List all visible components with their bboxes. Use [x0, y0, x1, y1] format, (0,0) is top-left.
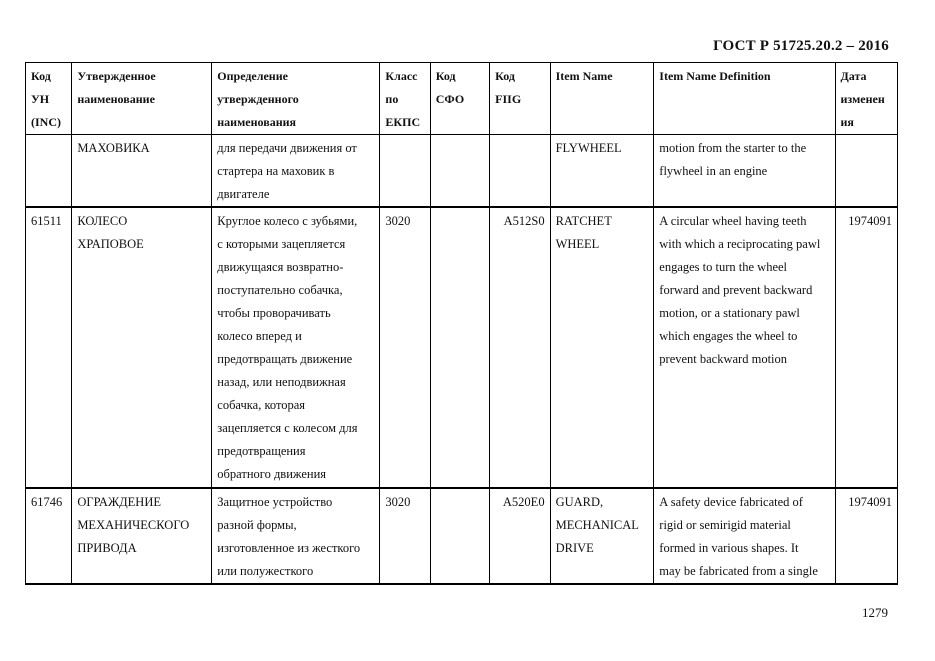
cell-text-line: forward and prevent backward: [659, 283, 813, 297]
header-approved-name: [72, 63, 212, 135]
cell-text-line: чтобы проворачивать: [217, 306, 331, 320]
cell-date: [835, 135, 897, 208]
cell-text-line: МЕХАНИЧЕСКОГО: [77, 518, 190, 532]
cell-inc: [26, 135, 72, 208]
cell-text-line: собачка, которая: [217, 398, 306, 412]
cell-item-definition: [654, 207, 835, 488]
table-row: [26, 207, 898, 488]
cell-fiig: A512S0: [490, 207, 550, 488]
cell-text-line: A safety device fabricated of: [659, 495, 803, 509]
table-row: [26, 135, 898, 208]
cell-text-line: Круглое колесо с зубьями,: [217, 214, 358, 228]
cell-fiig: A520E0: [490, 488, 550, 584]
cell-text-line: which engages the wheel to: [659, 329, 798, 343]
cell-text-line: flywheel in an engine: [659, 164, 768, 178]
table-row: [26, 488, 898, 584]
cell-text-line: разной формы,: [217, 518, 297, 532]
cell-text-line: may be fabricated from a single: [659, 564, 818, 578]
cell-text-line: ХРАПОВОЕ: [77, 237, 144, 251]
cell-text-line: ОГРАЖДЕНИЕ: [77, 495, 161, 509]
cell-text-line: СФО: [435, 92, 465, 106]
cell-text-line: изменен: [840, 92, 885, 106]
cell-text-line: ПРИВОДА: [77, 541, 137, 555]
cell-text-line: Код: [31, 69, 51, 83]
cell-text-line: RATCHET: [555, 214, 612, 228]
cell-text-line: with which a reciprocating pawl: [659, 237, 821, 251]
cell-text-line: назад, или неподвижная: [217, 375, 346, 389]
cell-text-line: или полужесткого: [217, 564, 314, 578]
cell-text-line: изготовленное из жесткого: [217, 541, 361, 555]
cell-text-line: Защитное устройство: [217, 495, 333, 509]
cell-text-line: Определение: [217, 69, 288, 83]
cell-text-line: Дата: [840, 69, 867, 83]
cell-inc: 61511: [26, 207, 72, 488]
cell-text-line: GUARD,: [555, 495, 604, 509]
cell-text-line: ия: [840, 115, 854, 129]
cell-text-line: стартера на маховик в: [217, 164, 335, 178]
cell-text-line: FIIG: [495, 92, 522, 106]
cell-definition: [212, 135, 380, 208]
cell-inc: 61746: [26, 488, 72, 584]
cell-text-line: Класс: [385, 69, 418, 83]
cell-date: 1974091: [835, 488, 897, 584]
cell-text-line: formed in various shapes. It: [659, 541, 799, 555]
cell-text-line: Item Name: [555, 69, 613, 83]
cell-text-line: Утвержденное: [77, 69, 156, 83]
cell-definition: [212, 207, 380, 488]
cell-item-definition: [654, 488, 835, 584]
cell-text-line: engages to turn the wheel: [659, 260, 788, 274]
cell-text-line: motion, or a stationary pawl: [659, 306, 800, 320]
cell-text-line: поступательно собачка,: [217, 283, 343, 297]
header-inc: [26, 63, 72, 135]
cell-sfo: [430, 207, 489, 488]
header-fiig-code: [490, 63, 550, 135]
cell-text-line: двигателе: [217, 187, 270, 201]
header-item-name-definition: [654, 63, 835, 135]
cell-name: [72, 135, 212, 208]
catalog-table: [25, 62, 898, 585]
cell-sfo: [430, 135, 489, 208]
cell-sfo: [430, 488, 489, 584]
cell-text-line: наименования: [217, 115, 297, 129]
cell-text-line: Item Name Definition: [659, 69, 771, 83]
cell-text-line: (INC): [31, 115, 61, 129]
header-sfo-code: [430, 63, 489, 135]
cell-text-line: зацепляется с колесом для: [217, 421, 358, 435]
cell-text-line: предотвращать движение: [217, 352, 353, 366]
cell-text-line: предотвращения: [217, 444, 306, 458]
cell-text-line: DRIVE: [555, 541, 594, 555]
standard-title: ГОСТ Р 51725.20.2 – 2016: [713, 38, 889, 54]
header-change-date: [835, 63, 897, 135]
cell-text-line: MECHANICAL: [555, 518, 639, 532]
header-ekps-class: [380, 63, 430, 135]
cell-text-line: Код: [495, 69, 515, 83]
cell-text-line: наименование: [77, 92, 155, 106]
header-item-name: [550, 63, 654, 135]
cell-text-line: МАХОВИКА: [77, 141, 150, 155]
cell-text-line: prevent backward motion: [659, 352, 788, 366]
table-header-row: [26, 63, 898, 135]
cell-text-line: колесо вперед и: [217, 329, 302, 343]
cell-text-line: движущаяся возвратно-: [217, 260, 344, 274]
cell-fiig: [490, 135, 550, 208]
cell-text-line: WHEEL: [555, 237, 600, 251]
cell-definition: [212, 488, 380, 584]
cell-text-line: ЕКПС: [385, 115, 421, 129]
cell-ekps: 3020: [380, 207, 430, 488]
cell-ekps: [380, 135, 430, 208]
cell-text-line: rigid or semirigid material: [659, 518, 791, 532]
header-definition: [212, 63, 380, 135]
cell-text-line: по: [385, 92, 399, 106]
cell-text-line: УН: [31, 92, 50, 106]
cell-ekps: 3020: [380, 488, 430, 584]
cell-text-line: КОЛЕСО: [77, 214, 128, 228]
cell-text-line: с которыми зацепляется: [217, 237, 346, 251]
cell-text-line: обратного движения: [217, 467, 327, 481]
page-number: 1279: [862, 605, 888, 620]
cell-text-line: утвержденного: [217, 92, 299, 106]
cell-text-line: A circular wheel having teeth: [659, 214, 807, 228]
cell-text-line: motion from the starter to the: [659, 141, 807, 155]
cell-item-definition: [654, 135, 835, 208]
cell-item-name: [550, 207, 654, 488]
cell-text-line: для передачи движения от: [217, 141, 357, 155]
cell-date: 1974091: [835, 207, 897, 488]
cell-text-line: Код: [435, 69, 456, 83]
cell-name: [72, 488, 212, 584]
cell-name: [72, 207, 212, 488]
cell-item-name: [550, 488, 654, 584]
cell-item-name: [550, 135, 654, 208]
cell-text-line: FLYWHEEL: [555, 141, 622, 155]
